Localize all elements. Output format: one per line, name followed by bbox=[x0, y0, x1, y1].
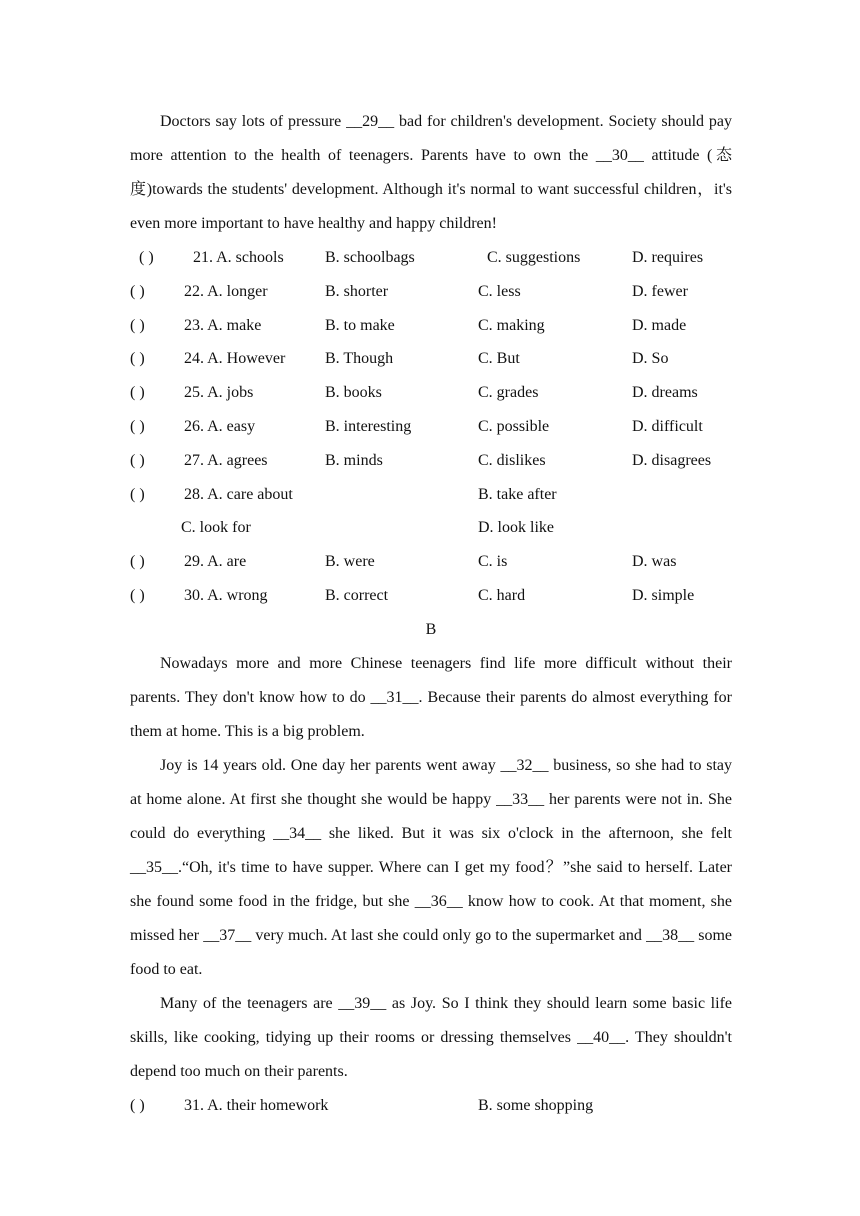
option-d: D. simple bbox=[632, 586, 695, 604]
option-c: C. making bbox=[478, 316, 545, 334]
answer-bracket: ( ) bbox=[130, 282, 145, 300]
option-a: 25. A. jobs bbox=[184, 384, 254, 402]
passage-b-paragraph-3: Many of the teenagers are __39__ as Joy. So I think they should learn some basic life skills, like cooking, tidying up their rooms or dressing themselves __40__. They shouldn't depend too much on their parents. bbox=[130, 994, 732, 1080]
option-c: C. look for bbox=[181, 519, 251, 537]
option-c: C. dislikes bbox=[478, 451, 546, 469]
answer-bracket: ( ) bbox=[130, 417, 145, 435]
option-b: B. take after bbox=[478, 485, 557, 503]
section-heading: B bbox=[425, 620, 437, 638]
passage-b-paragraph-1: Nowadays more and more Chinese teenagers find life more difficult without their parents. They don't know how to do __31__. Because their parents do almost everything for them at home. This is a big problem. bbox=[130, 654, 732, 740]
option-b: B. some shopping bbox=[478, 1096, 594, 1114]
option-b: B. schoolbags bbox=[325, 249, 415, 266]
option-d: D. made bbox=[632, 316, 687, 334]
option-b: B. Though bbox=[325, 350, 394, 368]
option-c: C. hard bbox=[478, 586, 526, 604]
option-a: 29. A. are bbox=[184, 553, 247, 571]
question-29 bbox=[130, 545, 732, 579]
option-a: 28. A. care about bbox=[184, 485, 293, 503]
option-a: 26. A. easy bbox=[184, 417, 256, 435]
answer-bracket: ( ) bbox=[139, 249, 154, 266]
option-c: C. suggestions bbox=[487, 249, 581, 266]
option-c: C. grades bbox=[478, 384, 539, 402]
question-23 bbox=[130, 309, 732, 343]
option-c: C. But bbox=[478, 350, 520, 368]
option-c: C. is bbox=[478, 553, 508, 571]
option-d: D. disagrees bbox=[632, 451, 712, 469]
question-22 bbox=[130, 275, 732, 309]
option-a: 30. A. wrong bbox=[184, 586, 268, 604]
question-21 bbox=[130, 241, 732, 275]
option-d: D. requires bbox=[632, 249, 704, 266]
option-b: B. shorter bbox=[325, 282, 389, 300]
option-d: D. fewer bbox=[632, 282, 688, 300]
option-b: B. were bbox=[325, 553, 375, 571]
option-a: 21. A. schools bbox=[193, 249, 284, 266]
answer-bracket: ( ) bbox=[130, 316, 145, 334]
answer-bracket: ( ) bbox=[130, 586, 145, 604]
answer-bracket: ( ) bbox=[130, 384, 145, 402]
passage-b-paragraph-2: Joy is 14 years old. One day her parents went away __32__ business, so she had to stay at home alone. At first she thought she would be happy __33__ her parents were not in. She could do everything __34__ she liked. But it was six o'clock in the afternoon, she felt __35__.“Oh, it's time to have supper. Where can I get my food？”she said to herself. Later she found some food in the fridge, but she __36__ know how to cook. At that moment, she missed her __37__ very much. At last she could only go to the supermarket and __38__ some food to eat. bbox=[130, 756, 733, 978]
option-b: B. interesting bbox=[325, 417, 412, 435]
option-b: B. to make bbox=[325, 316, 395, 334]
option-a: 27. A. agrees bbox=[184, 451, 268, 469]
question-28-continued bbox=[130, 511, 732, 545]
answer-bracket: ( ) bbox=[130, 451, 145, 469]
option-b: B. correct bbox=[325, 586, 389, 604]
answer-bracket: ( ) bbox=[130, 485, 145, 503]
option-a: 31. A. their homework bbox=[184, 1096, 329, 1114]
option-b: B. books bbox=[325, 384, 382, 402]
option-d: D. So bbox=[632, 350, 669, 368]
answer-bracket: ( ) bbox=[130, 1096, 145, 1114]
question-31 bbox=[130, 1089, 732, 1123]
passage-a-paragraph: Doctors say lots of pressure __29__ bad for children's development. Society should pay more attention to the health of teenagers. Parents have to own the __30__ attitude (态度)towards the students' development. Although it's normal to want successful children，it's even more important to have healthy and happy children! bbox=[130, 113, 733, 232]
question-26 bbox=[130, 410, 732, 444]
question-30 bbox=[130, 579, 732, 613]
option-a: 23. A. make bbox=[184, 316, 262, 334]
option-d: D. was bbox=[632, 553, 677, 571]
content bbox=[130, 105, 732, 1123]
answer-bracket: ( ) bbox=[130, 553, 145, 571]
option-a: 22. A. longer bbox=[184, 282, 268, 300]
answer-bracket: ( ) bbox=[130, 350, 145, 368]
question-28 bbox=[130, 478, 732, 512]
question-27 bbox=[130, 444, 732, 478]
option-d: D. difficult bbox=[632, 417, 703, 435]
option-c: C. less bbox=[478, 282, 521, 300]
question-24 bbox=[130, 342, 732, 376]
option-d: D. look like bbox=[478, 519, 554, 537]
option-b: B. minds bbox=[325, 451, 383, 469]
question-25 bbox=[130, 376, 732, 410]
option-a: 24. A. However bbox=[184, 350, 286, 368]
option-d: D. dreams bbox=[632, 384, 698, 402]
option-c: C. possible bbox=[478, 417, 550, 435]
